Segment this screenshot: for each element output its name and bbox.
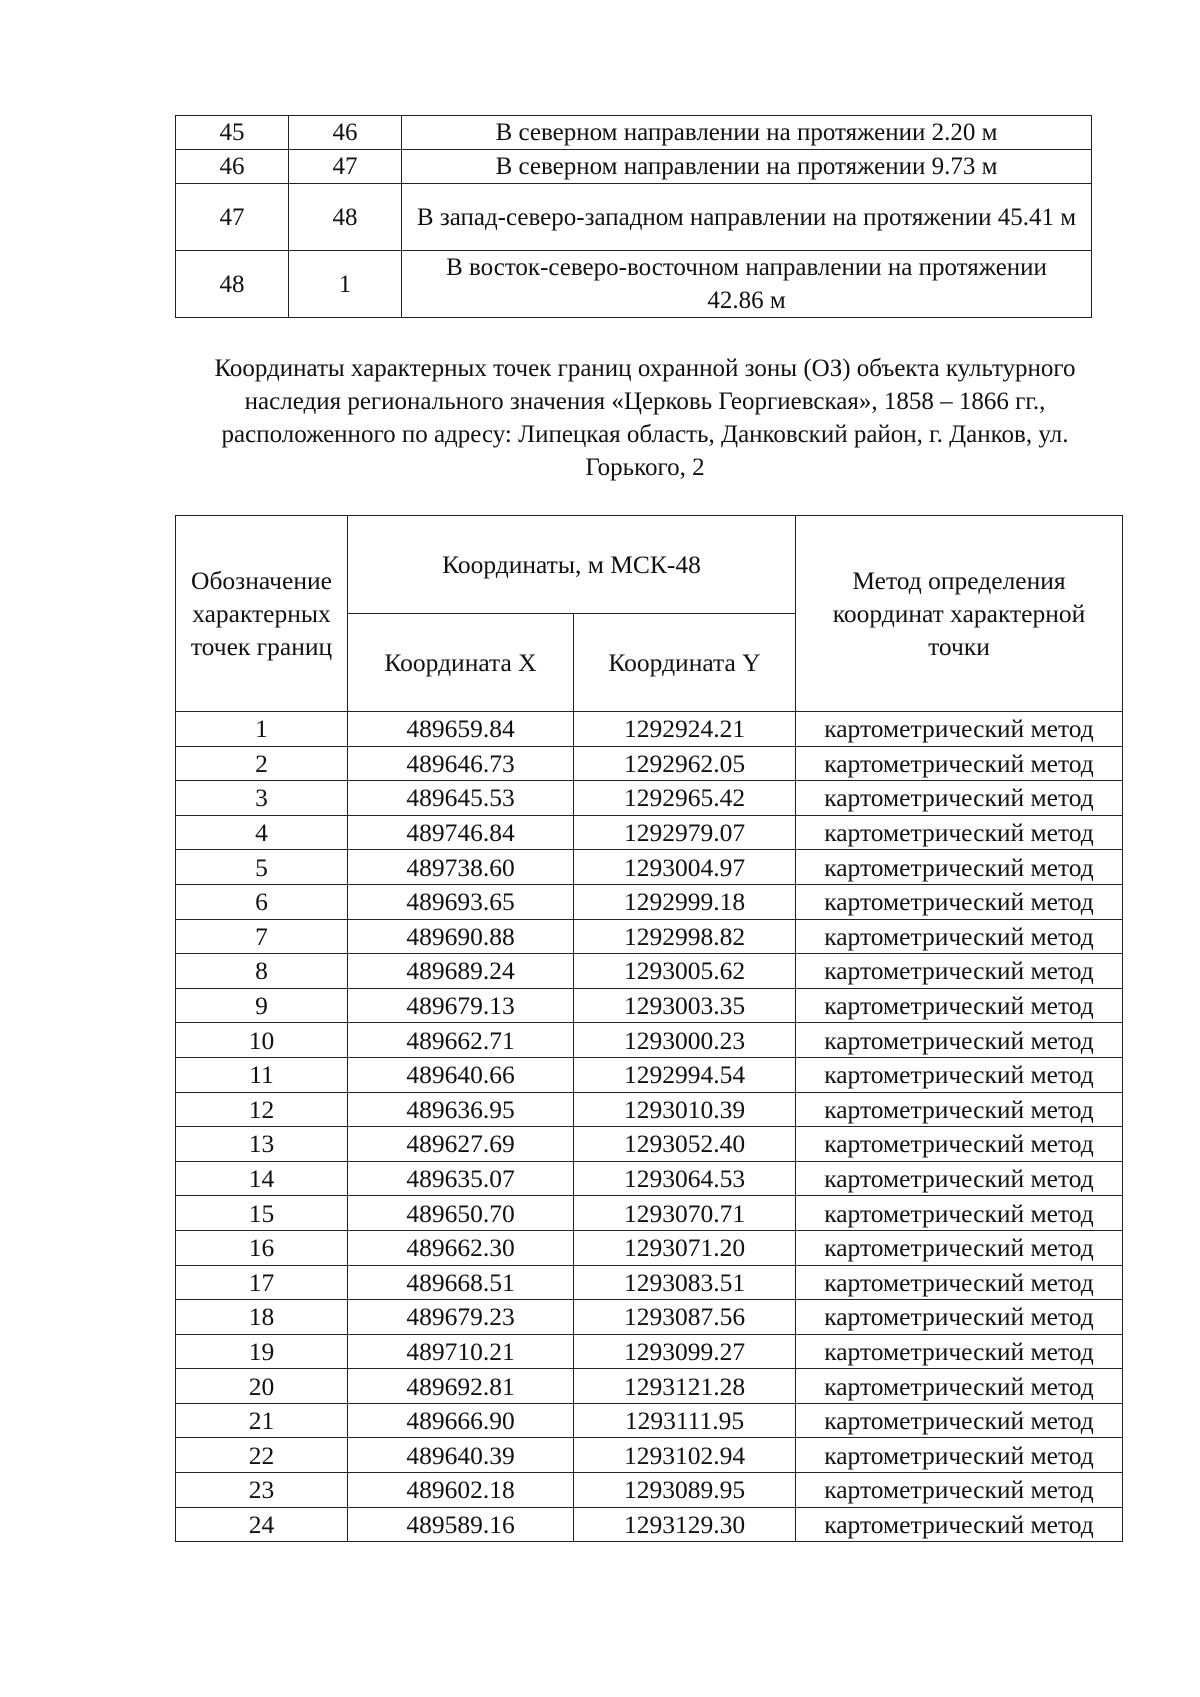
point-number: 9 [176,988,348,1023]
table-row [176,850,1123,885]
coord-x: 489689.24 [348,954,574,989]
segment-to: 47 [289,150,402,184]
coord-x: 489746.84 [348,815,574,850]
coord-y: 1293064.53 [574,1161,796,1196]
header-x: Координата X [348,614,574,712]
segment-description: В северном направлении на протяжении 9.73 м [402,150,1092,184]
coord-y: 1292924.21 [574,712,796,747]
point-number: 1 [176,712,348,747]
point-number: 5 [176,850,348,885]
segment-to: 1 [289,251,402,318]
segment-description: В северном направлении на протяжении 2.20 м [402,116,1092,150]
point-number: 10 [176,1023,348,1058]
segment-row [176,116,1092,150]
table-row [176,1300,1123,1335]
coord-y: 1293087.56 [574,1300,796,1335]
coord-x: 489738.60 [348,850,574,885]
point-number: 18 [176,1300,348,1335]
point-number: 11 [176,1057,348,1092]
point-number: 23 [176,1473,348,1508]
coord-y: 1293004.97 [574,850,796,885]
method-cell: картометрический метод [796,1369,1123,1404]
table-row [176,1369,1123,1404]
point-number: 12 [176,1092,348,1127]
method-cell: картометрический метод [796,1265,1123,1300]
point-number: 15 [176,1196,348,1231]
table-row [176,1161,1123,1196]
method-cell: картометрический метод [796,1438,1123,1473]
method-cell: картометрический метод [796,815,1123,850]
method-cell: картометрический метод [796,1161,1123,1196]
table-row [176,988,1123,1023]
method-cell: картометрический метод [796,919,1123,954]
coord-y: 1293070.71 [574,1196,796,1231]
coord-x: 489602.18 [348,1473,574,1508]
coord-x: 489589.16 [348,1507,574,1542]
coord-x: 489640.66 [348,1057,574,1092]
point-number: 2 [176,746,348,781]
coord-y: 1292998.82 [574,919,796,954]
coord-x: 489627.69 [348,1127,574,1162]
coord-x: 489662.71 [348,1023,574,1058]
table-row [176,1334,1123,1369]
coord-y: 1293003.35 [574,988,796,1023]
coord-x: 489666.90 [348,1403,574,1438]
coord-x: 489679.23 [348,1300,574,1335]
coord-y: 1293000.23 [574,1023,796,1058]
coord-x: 489710.21 [348,1334,574,1369]
coord-y: 1293111.95 [574,1403,796,1438]
method-cell: картометрический метод [796,712,1123,747]
segments-table-body [176,116,1092,318]
method-cell: картометрический метод [796,1196,1123,1231]
coord-x: 489645.53 [348,781,574,816]
point-number: 21 [176,1403,348,1438]
table-row [176,815,1123,850]
table-row [176,1473,1123,1508]
segment-to: 48 [289,184,402,251]
coord-y: 1292994.54 [574,1057,796,1092]
method-cell: картометрический метод [796,1473,1123,1508]
coord-x: 489646.73 [348,746,574,781]
point-number: 8 [176,954,348,989]
coord-y: 1292979.07 [574,815,796,850]
segment-description: В восток-северо-восточном направлении на протяжении 42.86 м [402,251,1092,318]
method-cell: картометрический метод [796,1230,1123,1265]
boundary-segments-table [175,115,1092,318]
method-cell: картометрический метод [796,1507,1123,1542]
coord-x: 489693.65 [348,884,574,919]
method-cell: картометрический метод [796,1403,1123,1438]
point-number: 16 [176,1230,348,1265]
method-cell: картометрический метод [796,1300,1123,1335]
segment-row [176,251,1092,318]
segment-from: 45 [176,116,289,150]
method-cell: картометрический метод [796,850,1123,885]
coordinates-table [175,515,1123,1542]
coord-x: 489659.84 [348,712,574,747]
coord-y: 1293089.95 [574,1473,796,1508]
table-row [176,1403,1123,1438]
point-number: 3 [176,781,348,816]
coord-x: 489692.81 [348,1369,574,1404]
method-cell: картометрический метод [796,954,1123,989]
table-row [176,1127,1123,1162]
method-cell: картометрический метод [796,1023,1123,1058]
coord-y: 1293052.40 [574,1127,796,1162]
point-number: 22 [176,1438,348,1473]
point-number: 24 [176,1507,348,1542]
coord-y: 1293005.62 [574,954,796,989]
coord-y: 1293071.20 [574,1230,796,1265]
coord-y: 1293129.30 [574,1507,796,1542]
table-row [176,712,1123,747]
header-method: Метод определения координат характерной точки [796,516,1123,712]
table-row [176,1507,1123,1542]
method-cell: картометрический метод [796,746,1123,781]
coord-x: 489635.07 [348,1161,574,1196]
table-row [176,1196,1123,1231]
method-cell: картометрический метод [796,1057,1123,1092]
coord-x: 489679.13 [348,988,574,1023]
header-y: Координата Y [574,614,796,712]
coord-x: 489636.95 [348,1092,574,1127]
table-row [176,954,1123,989]
coord-x: 489662.30 [348,1230,574,1265]
method-cell: картометрический метод [796,781,1123,816]
table-row [176,1230,1123,1265]
coord-x: 489690.88 [348,919,574,954]
point-number: 6 [176,884,348,919]
coord-y: 1293010.39 [574,1092,796,1127]
table-row [176,1023,1123,1058]
method-cell: картометрический метод [796,1092,1123,1127]
table-row [176,884,1123,919]
point-number: 7 [176,919,348,954]
segment-from: 47 [176,184,289,251]
point-number: 19 [176,1334,348,1369]
coord-y: 1292962.05 [574,746,796,781]
header-coords-group: Координаты, м МСК-48 [348,516,796,614]
method-cell: картометрический метод [796,1334,1123,1369]
point-number: 13 [176,1127,348,1162]
coord-x: 489668.51 [348,1265,574,1300]
segment-row [176,150,1092,184]
point-number: 20 [176,1369,348,1404]
point-number: 17 [176,1265,348,1300]
coord-y: 1292965.42 [574,781,796,816]
table-row [176,1092,1123,1127]
segment-to: 46 [289,116,402,150]
header-point: Обозначение характерных точек границ [176,516,348,712]
table-row [176,1438,1123,1473]
segment-from: 48 [176,251,289,318]
coord-y: 1293099.27 [574,1334,796,1369]
section-title: Координаты характерных точек границ охранной зоны (ОЗ) объекта культурного наследия регионального значения «Церковь Георгиевская», 1858 – 1866 гг., расположенного по адресу: Липецкая область, Данковский район, г. Данков, ул. Горького, 2 [214,355,1076,481]
table-row [176,746,1123,781]
point-number: 4 [176,815,348,850]
coordinates-table-body [176,712,1123,1542]
method-cell: картометрический метод [796,1127,1123,1162]
coord-x: 489650.70 [348,1196,574,1231]
segment-description: В запад-северо-западном направлении на протяжении 45.41 м [402,184,1092,251]
table-row [176,1265,1123,1300]
method-cell: картометрический метод [796,988,1123,1023]
coordinates-table-header [176,516,1123,712]
method-cell: картометрический метод [796,884,1123,919]
segment-row [176,184,1092,251]
table-row [176,1057,1123,1092]
coord-y: 1293121.28 [574,1369,796,1404]
coord-y: 1293083.51 [574,1265,796,1300]
coord-x: 489640.39 [348,1438,574,1473]
coord-y: 1292999.18 [574,884,796,919]
point-number: 14 [176,1161,348,1196]
segment-from: 46 [176,150,289,184]
coord-y: 1293102.94 [574,1438,796,1473]
table-row [176,919,1123,954]
table-row [176,781,1123,816]
